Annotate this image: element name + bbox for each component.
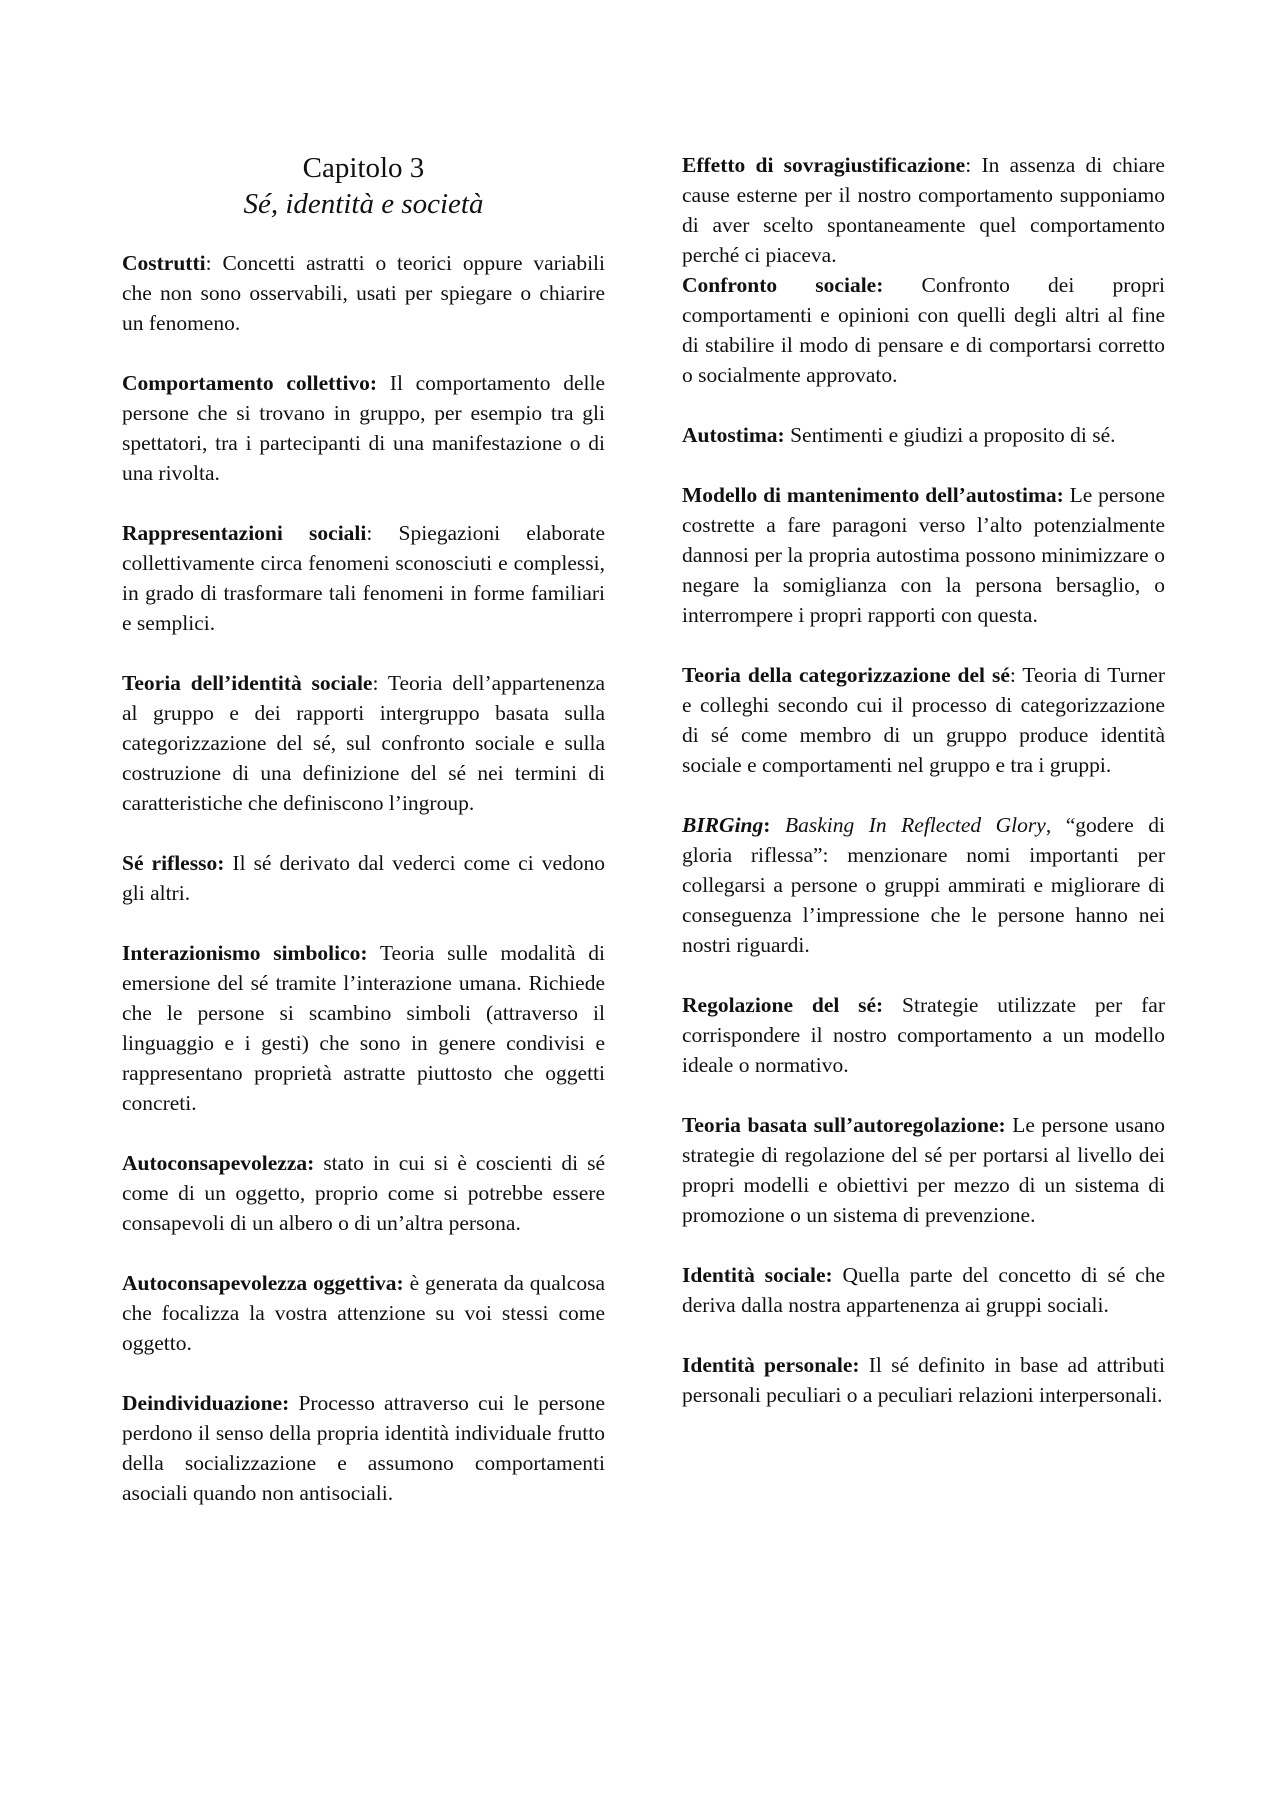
glossary-entry-rappresentazioni-sociali: Rappresentazioni sociali: Spiegazioni elaborate collettivamente circa fenomeni sconosciuti e complessi, in grado di trasformare tali fenomeni in forme familiari e semplici. [122, 521, 605, 635]
glossary-entry-sovragiustificazione: Effetto di sovragiustificazione: In assenza di chiare cause esterne per il nostro comportamento supponiamo di aver scelto spontaneamente quel comportamento perché ci piaceva. [682, 153, 1165, 267]
entry-definition: Le persone costrette a fare paragoni verso l’alto potenzialmente dannosi per la propria autostima possono minimizzare o negare la somiglianza con la persona bersaglio, o interrompere i propri rapporti con questa. [682, 483, 1165, 627]
entry-term-expansion: Basking In Reflected Glory [784, 813, 1046, 837]
entry-definition: Il comportamento delle persone che si trovano in gruppo, per esempio tra gli spettatori, tra i partecipanti di una manifestazione o di una rivolta. [122, 371, 605, 485]
chapter-title: Capitolo 3 [302, 152, 425, 184]
glossary-entry-comportamento-collettivo [122, 368, 605, 488]
entry-definition: Teoria sulle modalità di emersione del sé tramite l’interazione umana. Richiede che le persone si scambino simboli (attraverso il linguaggio e i gesti) che sono in genere condivisi e rappresentano proprietà astratte piuttosto che oggetti concreti. [122, 941, 605, 1115]
entry-definition: In assenza di chiare cause esterne per il nostro comportamento supponiamo di aver scelto spontaneamente quel comportamento perché ci piaceva. [682, 153, 1165, 267]
entry-definition: Le persone usano strategie di regolazione del sé per portarsi al livello dei propri modelli e obiettivi per mezzo di un sistema di promozione o un sistema di prevenzione. [682, 1113, 1165, 1227]
glossary-entry-autoregolazione [682, 1110, 1165, 1230]
glossary-entry-regolazione-se [682, 990, 1165, 1080]
glossary-entry-identita-personale [682, 1350, 1165, 1410]
right-column [682, 150, 1165, 1440]
entry-definition: Il sé derivato dal vederci come ci vedono gli altri. [122, 851, 605, 905]
entry-term: Interazionismo simbolico: [122, 941, 368, 965]
entry-term: Sé riflesso: [122, 851, 225, 875]
entry-definition: Concetti astratti o teorici oppure variabili che non sono osservabili, usati per spiegare o chiarire un fenomeno. [122, 251, 606, 335]
glossary-entry-interazionismo-simbolico [122, 938, 605, 1118]
entry-definition: , “godere di gloria riflessa”: menzionare nomi importanti per collegarsi a persone o gruppi ammirati e migliorare di conseguenza l’impressione che le persone hanno nei nostri riguardi. [682, 813, 1166, 957]
glossary-entry-identita-sociale [682, 1260, 1165, 1320]
entry-definition: Strategie utilizzate per far corrispondere il nostro comportamento a un modello ideale o normativo. [682, 993, 1165, 1077]
glossary-entry-costrutti: Costrutti: Concetti astratti o teorici oppure variabili che non sono osservabili, usati per spiegare o chiarire un fenomeno. [122, 251, 606, 335]
entry-term: Modello di mantenimento dell’autostima: [682, 483, 1064, 507]
glossary-entry-deindividuazione [122, 1388, 605, 1508]
entry-definition: Spiegazioni elaborate collettivamente circa fenomeni sconosciuti e complessi, in grado di trasformare tali fenomeni in forme familiari e semplici. [122, 521, 605, 635]
entry-definition: stato in cui si è coscienti di sé come di un oggetto, proprio come si potrebbe essere consapevoli di un albero o di un’altra persona. [122, 1151, 606, 1235]
entry-term: Autoconsapevolezza oggettiva: [122, 1271, 404, 1295]
entry-definition: Teoria dell’appartenenza al gruppo e dei rapporti intergruppo basata sulla categorizzazione del sé, sul confronto sociale e sulla costruzione di una definizione del sé nei termini di caratteristiche che definiscono l’ingroup. [122, 671, 606, 815]
glossary-entry-autoconsapevolezza [122, 1148, 605, 1238]
entry-term: Autostima: [682, 423, 785, 447]
entry-term: Teoria dell’identità sociale [122, 671, 373, 695]
entry-term: Teoria della categorizzazione del sé [682, 663, 1010, 687]
entry-term: Identità personale: [682, 1353, 860, 1377]
glossary-entry-birging: BIRGing: Basking In Reflected Glory, “godere di gloria riflessa”: menzionare nomi importanti per collegarsi a persone o gruppi ammirati e migliorare di conseguenza l’impressione che le persone hanno nei nostri riguardi. [682, 813, 1166, 957]
entry-term: Confronto sociale: [682, 273, 884, 297]
entry-definition: Confronto dei propri comportamenti e opinioni con quelli degli altri al fine di stabilire il modo di pensare e di comportarsi corretto o socialmente approvato. [682, 273, 1165, 387]
entry-term: BIRGing [682, 813, 764, 837]
entry-term: Deindividuazione: [122, 1391, 290, 1415]
entry-term: Teoria basata sull’autoregolazione: [682, 1113, 1006, 1137]
glossary-entry-se-riflesso [122, 848, 605, 908]
entry-definition: Quella parte del concetto di sé che deriva dalla nostra appartenenza ai gruppi sociali. [682, 1263, 1165, 1317]
glossary-entry-autostima [682, 420, 1165, 450]
entry-definition: Processo attraverso cui le persone perdono il senso della propria identità individuale frutto della socializzazione e assumono comportamenti asociali quando non antisociali. [122, 1391, 606, 1505]
entry-term: Costrutti [122, 251, 206, 275]
glossary-entry-mantenimento-autostima [682, 480, 1165, 630]
entry-term: Identità sociale: [682, 1263, 833, 1287]
entry-definition: Sentimenti e giudizi a proposito di sé. [790, 423, 1116, 447]
left-column [122, 150, 605, 1538]
entry-term: Comportamento collettivo: [122, 371, 378, 395]
glossary-entry-autoconsapevolezza-oggettiva [122, 1268, 605, 1358]
chapter-header [122, 150, 605, 222]
entry-term: Rappresentazioni sociali [122, 521, 367, 545]
entry-definition: Il sé definito in base ad attributi personali peculiari o a peculiari relazioni interpersonali. [682, 1353, 1165, 1407]
chapter-subtitle: Sé, identità e società [243, 188, 484, 220]
entry-term: Regolazione del sé: [682, 993, 884, 1017]
glossary-entry-teoria-identita-sociale: Teoria dell’identità sociale: Teoria dell’appartenenza al gruppo e dei rapporti intergruppo basata sulla categorizzazione del sé, sul confronto sociale e sulla costruzione di una definizione del sé nei termini di caratteristiche che definiscono l’ingroup. [122, 671, 606, 815]
entry-definition: è generata da qualcosa che focalizza la vostra attenzione su voi stessi come oggetto. [122, 1271, 606, 1355]
glossary-entry-categorizzazione-se: Teoria della categorizzazione del sé: Teoria di Turner e colleghi secondo cui il processo di categorizzazione di sé come membro di un gruppo produce identità sociale e comportamenti nel gruppo e tra i gruppi. [682, 663, 1165, 777]
entry-term: Autoconsapevolezza: [122, 1151, 315, 1175]
glossary-entry-confronto-sociale [682, 270, 1165, 390]
entry-term: Effetto di sovragiustificazione [682, 153, 966, 177]
entry-definition: Teoria di Turner e colleghi secondo cui il processo di categorizzazione di sé come membro di un gruppo produce identità sociale e comportamenti nel gruppo e tra i gruppi. [682, 663, 1165, 777]
